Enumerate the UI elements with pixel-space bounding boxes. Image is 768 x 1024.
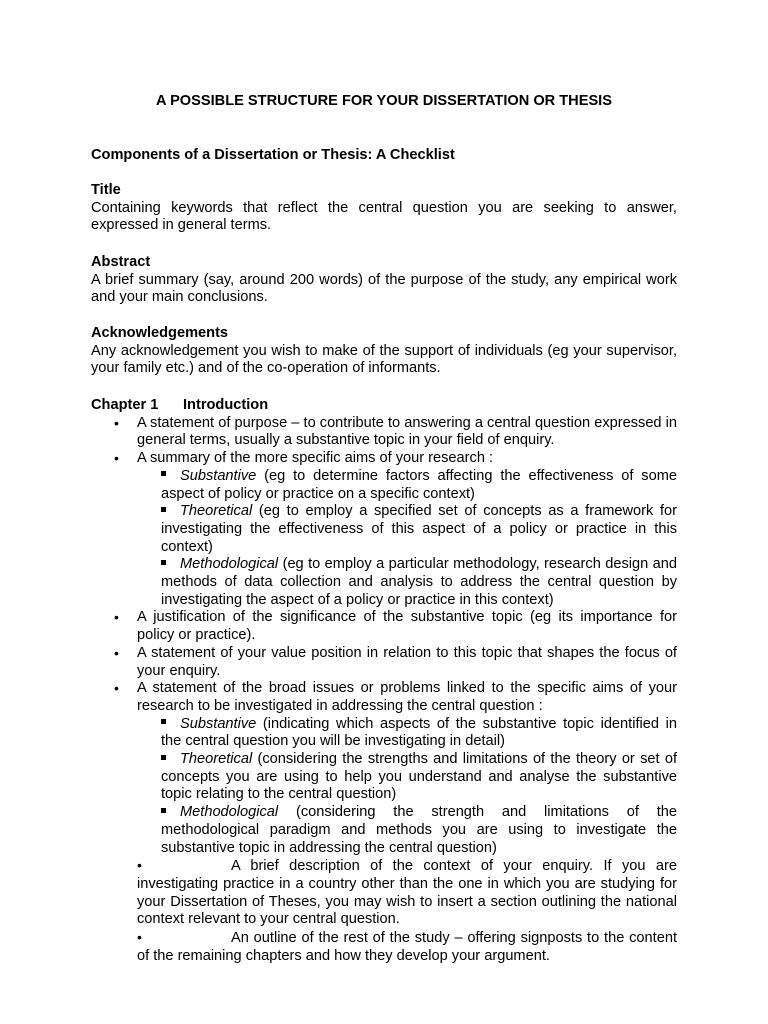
- bullet-icon: •: [137, 857, 142, 874]
- bullet-icon: •: [114, 450, 119, 467]
- bullet-icon: •: [137, 929, 142, 946]
- chapter-title: Introduction: [183, 397, 269, 413]
- bullet-icon: •: [114, 680, 119, 697]
- aim-text: (eg to employ a specified set of concepts as a framework for investigating the effectiveness of this aspect of a policy or practice in this context): [161, 503, 677, 555]
- section-abstract: [91, 254, 677, 307]
- square-bullet-icon: [161, 507, 166, 512]
- outline-paragraph: [91, 929, 677, 965]
- issue-keyword: Theoretical: [180, 751, 253, 768]
- aim-keyword: Substantive: [180, 467, 257, 484]
- context-paragraph: [91, 857, 677, 929]
- square-bullet-icon: [161, 755, 166, 760]
- square-bullet-icon: [161, 719, 166, 724]
- list-item: [91, 680, 677, 857]
- context-text: A brief description of the context of your enquiry. If you are investigating practice in a country other than the one in which you are studying for your Dissertation of Theses, you may wish to insert a section outlining the national context relevant to your central question.: [137, 858, 677, 928]
- section-body-acknowledgements: Any acknowledgement you wish to make of the support of individuals (eg your supervisor, your family etc.) and of the co-operation of informants.: [91, 342, 677, 377]
- sub-list-item: [91, 556, 677, 609]
- square-bullet-icon: [161, 808, 166, 813]
- chapter-heading: [91, 397, 677, 415]
- list-item-text: A statement of the broad issues or problems linked to the specific aims of your research to be investigated in addressing the central question :: [137, 680, 677, 714]
- sub-list-item: [91, 716, 677, 751]
- list-item-text: A summary of the more specific aims of your research :: [137, 450, 494, 467]
- chapter-bullet-list: [91, 415, 677, 858]
- list-item: [91, 450, 677, 609]
- aim-keyword: Theoretical: [180, 503, 253, 520]
- outline-text: An outline of the rest of the study – offering signposts to the content of the remaining chapters and how they develop your argument.: [137, 930, 677, 964]
- sub-list-item: [91, 751, 677, 804]
- section-heading-acknowledgements: Acknowledgements: [91, 325, 229, 341]
- issue-text: (considering the strengths and limitations of the theory or set of concepts you are using to help you understand and analyse the substantive topic relating to the central question): [161, 751, 677, 803]
- checklist-heading: Components of a Dissertation or Thesis: A Checklist: [91, 147, 455, 163]
- bullet-icon: •: [114, 644, 119, 661]
- section-body-abstract: A brief summary (say, around 200 words) of the purpose of the study, any empirical work and your main conclusions.: [91, 271, 677, 306]
- chapter-number: Chapter 1: [91, 397, 159, 413]
- section-acknowledgements: [91, 325, 677, 378]
- issue-text: (indicating which aspects of the substantive topic identified in the central question you will be investigating in detail): [161, 715, 677, 750]
- square-bullet-icon: [161, 560, 166, 565]
- aims-sublist: [91, 468, 677, 610]
- list-item-text: A justification of the significance of the substantive topic (eg its importance for policy or practice).: [137, 609, 677, 644]
- list-item: [91, 609, 677, 644]
- list-item-text: A statement of your value position in relation to this topic that shapes the focus of your enquiry.: [137, 644, 677, 679]
- sub-list-item: [91, 804, 677, 857]
- section-body-title: Containing keywords that reflect the central question you are seeking to answer, expressed in general terms.: [91, 199, 677, 234]
- aim-text: (eg to employ a particular methodology, research design and methods of data collection and analysis to address the central question by investigating the aspect of a policy or practice in this context): [161, 556, 677, 608]
- aim-text: (eg to determine factors affecting the effectiveness of some aspect of policy or practice on a specific context): [161, 467, 677, 502]
- list-item-text: A statement of purpose – to contribute to answering a central question expressed in general terms, usually a substantive topic in your field of enquiry.: [137, 414, 677, 449]
- section-title: [91, 182, 677, 235]
- document-title: A POSSIBLE STRUCTURE FOR YOUR DISSERTATION OR THESIS: [156, 93, 612, 109]
- section-heading-title: Title: [91, 182, 121, 198]
- issues-sublist: [91, 716, 677, 858]
- bullet-icon: •: [114, 414, 119, 431]
- list-item: [91, 415, 677, 450]
- list-item: [91, 645, 677, 680]
- bullet-icon: •: [114, 609, 119, 626]
- issue-keyword: Substantive: [180, 715, 257, 732]
- issue-text: (considering the strength and limitations of the methodological paradigm and methods you are using to investigate the substantive topic in addressing the central question): [161, 804, 677, 856]
- sub-list-item: [91, 503, 677, 556]
- aim-keyword: Methodological: [180, 556, 279, 573]
- sub-list-item: [91, 468, 677, 503]
- section-heading-abstract: Abstract: [91, 254, 151, 270]
- issue-keyword: Methodological: [180, 804, 279, 821]
- square-bullet-icon: [161, 471, 166, 476]
- chapter-1: [91, 397, 677, 966]
- document-page: [91, 93, 677, 964]
